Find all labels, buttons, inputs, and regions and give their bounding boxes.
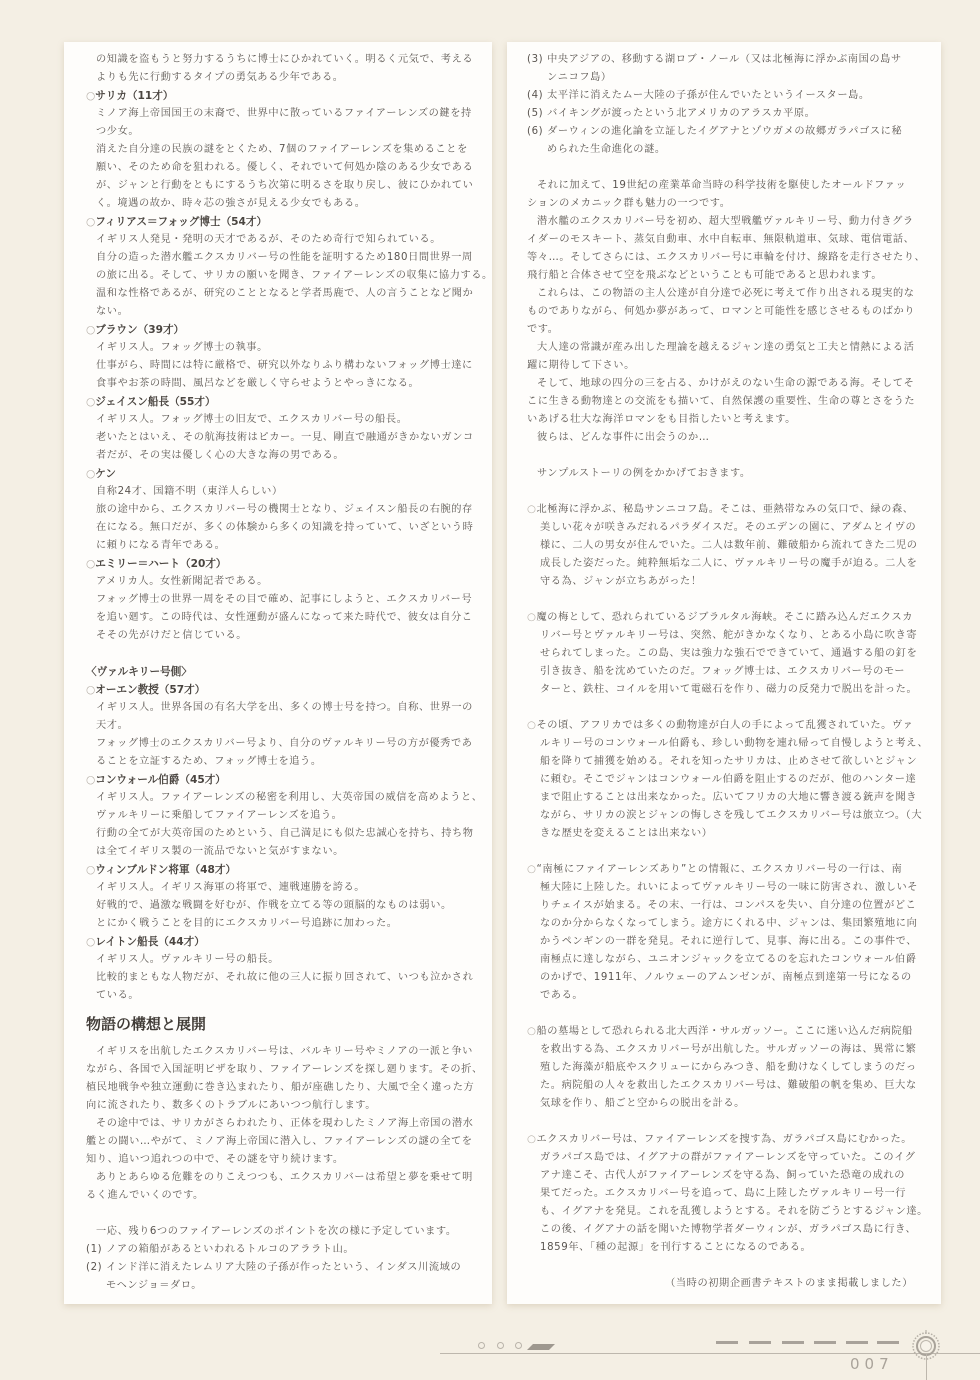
- sample-story-text: を救出する為、エクスカリバー号が出航した。サルガッソーの海は、異常に繁: [540, 1044, 917, 1055]
- sample-story: [527, 1023, 921, 1113]
- sample-story-line: [527, 627, 921, 645]
- points-intro: 一応、残り6つのファイアーレンズのポイントを次の様に予定しています。: [96, 1226, 457, 1237]
- footer-dash: [877, 1341, 899, 1344]
- footer-dash: [749, 1341, 771, 1344]
- character-description-line: 老いたとはいえ、その航海技術はピカー。一見、剛直で融通がきかないガンコ: [96, 432, 474, 443]
- sample-story-text: エクスカリバー号は、ファイアーレンズを捜す為、ガラパゴス島にむかった。: [536, 1134, 913, 1145]
- character-heading: [86, 465, 470, 483]
- bullet-circle-icon: ○: [527, 1026, 537, 1037]
- point-text: められた生命進化の謎。: [547, 144, 666, 155]
- sample-story-line: [527, 933, 921, 951]
- bullet-circle-icon: ○: [86, 468, 96, 480]
- character-description-line: イギリス人。イギリス海軍の将軍で、連戦連勝を誇る。: [96, 882, 366, 893]
- character-name: ブラウン（39才）: [95, 324, 185, 336]
- sample-story-line: [527, 663, 921, 681]
- sample-story-line: [527, 735, 929, 753]
- character-description-line: は全てイギリス製の一流品でないと気がすまない。: [96, 846, 344, 857]
- footer-dash: [814, 1341, 836, 1344]
- sample-story-text: りチェイスが始まる。その末、一行は、コンパスを失い、自分達の位置がどこ: [540, 900, 917, 911]
- spacer: [527, 447, 921, 465]
- character-description-line: 消えた自分達の民族の謎をとくため、7個のファイアーレンズを集めることを: [96, 144, 468, 155]
- sample-story-text: 船を降りて捕獲を始める。それを知ったサリカは、止めさせて欲しいとジャン: [540, 756, 918, 767]
- spacer: [527, 483, 921, 501]
- character-description-line: イギリス人。フォッグ博士の旧友で、エクスカリバー号の船長。: [96, 414, 408, 425]
- bullet-circle-icon: ○: [86, 558, 96, 570]
- point-list-item: [527, 123, 921, 159]
- character-heading: [86, 555, 470, 573]
- point-list-item: [527, 51, 921, 87]
- sample-story: [527, 861, 921, 1005]
- body-paragraph-line: 飛行船と合体させて空を飛ぶなどということも可能であると思われます。: [527, 270, 883, 281]
- character-description-line: イギリス人。世界各国の有名大学を出、多くの博士号を持つ。自称、世界一の: [96, 702, 473, 713]
- sample-story-text: た。病院船の人々を救出したエクスカリバー号は、難破船の帆を集め、巨大な: [540, 1080, 917, 1091]
- sample-story-text: のかげで、1911年、ノルウェーのアムンゼンが、南極点到達第一号になるの: [540, 972, 912, 983]
- sample-story-line: [527, 1239, 921, 1257]
- point-line: [527, 69, 921, 87]
- sample-story-line: [527, 519, 921, 537]
- sample-story: [527, 609, 921, 699]
- character-name: エミリー＝ハート（20才）: [95, 558, 227, 570]
- footer-dash: [846, 1341, 868, 1344]
- character-description-line: を追い廻す。この時代は、女性運動が盛んになって来た時代で、彼女は自分こ: [96, 612, 473, 623]
- body-paragraph-line: 躍に期待して下さい。: [527, 360, 635, 371]
- body-paragraph-line: それに加えて、19世紀の産業革命当時の科学技術を駆使したオールドファッ: [537, 180, 907, 191]
- bullet-circle-icon: ○: [86, 936, 96, 948]
- sample-story-line: [527, 987, 921, 1005]
- character-heading: [86, 681, 470, 699]
- sample-story-line: [527, 717, 921, 735]
- sample-story-text: 果てだった。エクスカリバー号を追って、島に上陸したヴァルキリー号一行: [540, 1188, 907, 1199]
- point-list-item: [86, 1259, 470, 1295]
- sample-story: [527, 1131, 928, 1257]
- sample-story-text: ターと、鉄柱、コイルを用いて電磁石を作り、磁力の反発力で脱出を計った。: [540, 684, 918, 695]
- spacer: [86, 645, 470, 663]
- source-credit: （当時の初期企画書テキストのまま掲載しました）: [665, 1278, 913, 1289]
- sample-story-line: [527, 1095, 921, 1113]
- point-text: 中央アジアの、移動する湖ロブ・ノール（又は北極海に浮かぶ南国の島サ: [547, 54, 902, 65]
- sample-story-text: も、イグアナを発見。これを乱獲しようとする。それを防ごうとするジャン達。: [540, 1206, 928, 1217]
- sample-story-line: [527, 915, 921, 933]
- page-footer: [440, 1300, 980, 1380]
- sample-story-text: に頼む。そこでジャンはコンウォール伯爵を阻止するのだが、他のハンター達: [540, 774, 917, 785]
- point-text: ダーウィンの進化論を立証したイグアナとゾウガメの故郷ガラパゴスに秘: [547, 126, 903, 137]
- point-list-item: [527, 87, 921, 105]
- character-description-line: 天才。: [96, 720, 129, 731]
- body-paragraph-line: これらは、この物語の主人公達が自分達で必死に考えて作り出される現実的な: [537, 288, 915, 299]
- sample-story-text: この後、イグアナの話を聞いた博物学者ダーウィンが、ガラパゴス島に行き、: [540, 1224, 917, 1235]
- sample-story-text: “南極にファイアーレンズあり”との情報に、エクスカリバー号の一行は、南: [536, 864, 903, 875]
- sample-story-line: [527, 573, 921, 591]
- character-description-line: 在になる。無口だが、多くの体験から多くの知識を持っていて、いざという時: [96, 522, 474, 533]
- story-paragraph-line: ながら、各国で入国証明ビザを取り、ファイアーレンズを探し廻ります。その折、: [86, 1064, 483, 1075]
- sample-story-text: きな歴史を変えることは出来ない）: [540, 828, 713, 839]
- point-line: [527, 105, 921, 123]
- point-list-item: [86, 1241, 470, 1259]
- character-description-line: 自称24才、国籍不明（東洋人らしい）: [96, 486, 283, 497]
- sample-story-intro: サンプルストーリの例をかかげておきます。: [537, 468, 751, 479]
- sample-story: [527, 717, 929, 843]
- sample-story-text: リバー号とヴァルキリー号は、突然、舵がきかなくなり、とある小島に吹き寄: [540, 630, 918, 641]
- point-line: [86, 1259, 470, 1277]
- character-description-line: の旅に出る。そして、サリカの願いを聞き、ファイアーレンズの収集に協力する。: [96, 270, 493, 281]
- character-description-line: フォッグ博士のエクスカリバー号より、自分のヴァルキリー号の方が優秀であ: [96, 738, 473, 749]
- body-paragraph-line: 等々…。そしてさらには、エクスカリバー号に車輪を付け、線路を走行させたり、: [527, 252, 926, 263]
- sample-story-line: [527, 501, 921, 519]
- spacer: [86, 1205, 470, 1223]
- sample-story-text: 極大陸に上陸した。れいによってヴァルキリー号の一味に防害され、激しいそ: [540, 882, 919, 893]
- sample-story-text: アナ達こそ、古代人がファイアーレンズを守る為、飼っていた恐竜の成れの: [540, 1170, 905, 1181]
- character-description-line: く。境遇の故か、時々芯の強さが見える少女でもある。: [96, 198, 366, 209]
- character-heading: [86, 213, 470, 231]
- bullet-circle-icon: ○: [86, 774, 96, 786]
- sample-story-line: [527, 681, 921, 699]
- sample-story-line: [527, 807, 921, 825]
- sample-story-line: [527, 1185, 921, 1203]
- point-line: [527, 141, 921, 159]
- body-paragraph-line: いあげる壮大な海洋ロマンをも目指したいと考えます。: [527, 414, 796, 425]
- bullet-circle-icon: ○: [86, 324, 96, 336]
- bullet-circle-icon: ○: [527, 1134, 537, 1145]
- character-heading: [86, 393, 470, 411]
- character-description-line: つ少女。: [96, 126, 140, 137]
- point-text: モヘンジョ＝ダロ。: [106, 1280, 203, 1291]
- sample-story-text: せられてしまった。この島、実は強力な強石でできていて、通過する船の釘を: [540, 648, 918, 659]
- body-text-line: よりも先に行動するタイプの勇気ある少年である。: [96, 72, 344, 83]
- page-number: 007: [850, 1355, 894, 1373]
- character-description-line: イギリス人。フォッグ博士の執事。: [96, 342, 268, 353]
- sample-story-line: [527, 789, 921, 807]
- character-description-line: アメリカ人。女性新聞記者である。: [96, 576, 268, 587]
- story-paragraph-line: 植民地戦争や独立運動に巻き込まれたり、船が座礁したり、大風で全く違った方: [86, 1082, 475, 1093]
- character-description-line: 食事やお茶の時間、風呂などを厳しく守らせようとやっきになる。: [96, 378, 420, 389]
- sample-story-text: ルキリー号のコンウォール伯爵も、珍しい動物を連れ帰って自慢しようと考え、: [540, 738, 929, 749]
- body-paragraph-line: ものでありながら、何処か夢があって、ロマンと可能性を感じさせるものばかり: [527, 306, 916, 317]
- sample-story-text: ながら、サリカの涙とジャンの悔しさを残してエクスカリバー号は旅立つ。（大: [540, 810, 923, 821]
- bullet-circle-icon: ○: [527, 864, 537, 875]
- right-text-panel: [507, 42, 941, 1304]
- character-heading: [86, 87, 470, 105]
- story-paragraph-line: るく進んでいくのです。: [86, 1190, 204, 1201]
- point-text: ンニコフ島）: [547, 72, 612, 83]
- character-name: オーエン教授（57才）: [95, 684, 206, 696]
- sample-story-text: 南極点に達しながら、ユニオンジャックを立てるのを忘れたコンウォール伯爵: [540, 954, 917, 965]
- sample-story-line: [527, 825, 921, 843]
- story-paragraph-line: 向に流されたり、数多くのトラブルにあいつつ航行します。: [86, 1100, 377, 1111]
- sample-story-line: [527, 609, 921, 627]
- point-line: [527, 51, 921, 69]
- story-paragraph-line: イギリスを出航したエクスカリバー号は、バルキリー号やミノアの一派と争い: [96, 1046, 473, 1057]
- footer-slash-ornament: [527, 1344, 555, 1350]
- sample-story-line: [527, 1023, 921, 1041]
- body-paragraph-line: 潜水艦のエクスカリバー号を初め、超大型戦艦ヴァルキリー号、動力付きグラ: [537, 216, 914, 227]
- section-title: 物語の構想と展開: [86, 1015, 207, 1033]
- sample-story-line: [527, 1203, 928, 1221]
- point-number: (3): [527, 54, 544, 65]
- sample-story-line: [527, 1221, 921, 1239]
- character-description-line: とにかく戦うことを目的にエクスカリバー号追跡に加わった。: [96, 918, 398, 929]
- character-description-line: が、ジャンと行動をともにするうち次第に明るさを取り戻し、彼にひかれてい: [96, 180, 474, 191]
- sample-story-line: [527, 951, 921, 969]
- bullet-circle-icon: ○: [86, 864, 96, 876]
- sample-story-line: [527, 645, 921, 663]
- faction-heading: 〈ヴァルキリー号側〉: [86, 666, 192, 678]
- sample-story-text: かうペンギンの一群を発見。それに逆行して、見事、海に出る。この事件で、: [540, 936, 918, 947]
- sample-story-text: 船の墓場として恐れられる北大西洋・サルガッソー。ここに迷い込んだ病院船: [536, 1026, 913, 1037]
- footer-dash: [782, 1341, 804, 1344]
- point-text: ノアの箱船があるといわれるトルコのアララト山。: [106, 1244, 355, 1255]
- body-paragraph-line: です。: [527, 324, 559, 335]
- sample-story-text: 様に、二人の男女が住んでいた。二人は数年前、難破船から流れてきた二児の: [540, 540, 918, 551]
- character-name: ジェイスン船長（55才）: [95, 396, 216, 408]
- footer-dot-icon: [497, 1342, 504, 1349]
- sample-story-text: 美しい花々が咲きみだれるパラダイスだ。そのエデンの園に、アダムとイヴの: [540, 522, 917, 533]
- story-paragraph-line: 艦との闘い…やがて、ミノア海上帝国に潜入し、ファイアーレンズの謎の全てを: [86, 1136, 473, 1147]
- sample-story-text: その頃、アフリカでは多くの動物達が白人の手によって乱獲されていた。ヴァ: [536, 720, 914, 731]
- body-paragraph-line: そして、地球の四分の三を占る、かけがえのない生命の源である海。そしてそ: [537, 378, 915, 389]
- sample-story-line: [527, 1131, 921, 1149]
- character-description-line: 者だが、その実は優しく心の大きな海の男である。: [96, 450, 345, 461]
- point-line: [527, 123, 921, 141]
- sample-story-text: まで阻止することは出来なかった。広いてフリカの大地に響き渡る銃声を聞き: [540, 792, 918, 803]
- body-text-line: の知識を盗もうと努力するうちに博士にひかれていく。明るく元気で、考える: [96, 54, 474, 65]
- character-name: サリカ（11才）: [95, 90, 174, 102]
- bullet-circle-icon: ○: [86, 396, 96, 408]
- character-description-line: 好戦的で、過激な戦闘を好むが、作戦を立てる等の頭脳的なものは弱い。: [96, 900, 452, 911]
- body-paragraph-line: 彼らは、どんな事件に出会うのか…: [537, 432, 710, 443]
- point-line: [86, 1241, 470, 1259]
- character-heading: [86, 321, 470, 339]
- character-description-line: ない。: [96, 306, 129, 317]
- point-text: 太平洋に消えたムー大陸の子孫が住んでいたというイースター島。: [547, 90, 870, 101]
- character-name: コンウォール伯爵（45才）: [95, 774, 226, 786]
- sample-story-text: 守る為、ジャンが立ちあがった！: [540, 576, 702, 587]
- bullet-circle-icon: ○: [86, 216, 96, 228]
- sample-story-text: 1859年、「種の起源」を刊行することになるのである。: [540, 1242, 812, 1253]
- sample-story-text: ガラパゴス島では、イグアナの群がファイアーレンズを守っていた。このイグ: [540, 1152, 916, 1163]
- character-description-line: イギリス人。ファイアーレンズの秘密を利用し、大英帝国の威信を高めようと、: [96, 792, 483, 803]
- point-line: [86, 1277, 470, 1295]
- point-text: バイキングが渡ったという北アメリカのアラスカ平原。: [547, 108, 816, 119]
- character-name: レイトン船長（44才）: [95, 936, 205, 948]
- point-number: (6): [527, 126, 544, 137]
- sample-story-line: [527, 771, 921, 789]
- sample-story-text: なのか分からなくなってしまう。途方にくれる中、ジャンは、集団繁殖地に向: [540, 918, 918, 929]
- character-description-line: ミノア海上帝国国王の末裔で、世界中に散っているファイアーレンズの鍵を持: [96, 108, 472, 119]
- character-description-line: ることを立証するため、フォッグ博士を追う。: [96, 756, 322, 767]
- sample-story-line: [527, 1149, 921, 1167]
- story-paragraph-line: その途中では、サリカがさらわれたり、正体を現わしたミノア海上帝国の潜水: [96, 1118, 474, 1129]
- sample-story-text: 引き抜き、船を沈めていたのだ。フォッグ博士は、エクスカリバー号のモー: [540, 666, 906, 677]
- bullet-circle-icon: ○: [527, 720, 537, 731]
- body-paragraph-line: イダーのモスキート、蒸気自動車、水中自転車、無限軌道車、気球、電信電話、: [527, 234, 915, 245]
- point-list-item: [527, 105, 921, 123]
- sample-story-line: [527, 537, 921, 555]
- sample-story-line: [527, 753, 921, 771]
- spacer: [527, 159, 921, 177]
- left-text-panel: [64, 42, 492, 1304]
- sample-story-text: 北極海に浮かぶ、秘島サンニコフ島。そこは、亜熱帯なみの気口で、緑の森、: [536, 504, 914, 515]
- story-paragraph-line: ありとあらゆる危難をのりこえつつも、エクスカリバーは希望と夢を乗せて明: [96, 1172, 473, 1183]
- sample-story-line: [527, 861, 921, 879]
- point-line: [527, 87, 921, 105]
- body-paragraph-line: ションのメカニック群も魅力の一つです。: [527, 198, 731, 209]
- sample-story: [527, 501, 921, 591]
- body-paragraph-line: こに生きる動物達との交流をも描いて、自然保護の重要性、生命の尊とさをうた: [527, 396, 916, 407]
- character-description-line: 温和な性格であるが、研究のこととなると学者馬鹿で、人の言うことなど聞か: [96, 288, 474, 299]
- sample-story-line: [527, 897, 921, 915]
- character-description-line: そその先がけだと信じている。: [96, 630, 248, 641]
- point-number: (2): [86, 1262, 103, 1273]
- footer-rule: [440, 1353, 980, 1354]
- character-heading: [86, 861, 470, 879]
- bullet-circle-icon: ○: [527, 612, 537, 623]
- character-description-line: 比較的まともな人物だが、それ故に他の三人に振り回されて、いつも泣かされ: [96, 972, 474, 983]
- sample-story-text: 成長した姿だった。純粋無垢な二人に、ヴァルキリー号の魔手が迫る。二人を: [540, 558, 918, 569]
- sample-story-line: [527, 1167, 921, 1185]
- character-description-line: ヴァルキリーに乗船してファイアーレンズを追う。: [96, 810, 343, 821]
- character-description-line: イギリス人発見・発明の天才であるが、そのため奇行で知られている。: [96, 234, 441, 245]
- character-description-line: 願い、そのため命を狙われる。優しく、それでいて何処か陰のある少女である: [96, 162, 474, 173]
- sample-story-line: [527, 1059, 921, 1077]
- sample-story-line: [527, 1041, 921, 1059]
- sample-story-text: である。: [540, 990, 584, 1001]
- character-description-line: 旅の途中から、エクスカリバー号の機関士となり、ジェイスン船長の右腕的存: [96, 504, 473, 515]
- point-number: (5): [527, 108, 544, 119]
- footer-dash: [716, 1341, 738, 1344]
- character-name: ウィンブルドン将軍（48才）: [95, 864, 237, 876]
- sample-story-text: 殖した海藻が船底やスクリューにからみつき、船を動けなくしてしまうのだっ: [540, 1062, 917, 1073]
- bullet-circle-icon: ○: [86, 90, 96, 102]
- point-number: (1): [86, 1244, 103, 1255]
- character-name: ケン: [95, 468, 116, 480]
- sample-story-text: 魔の梅として、恐れられているジブラルタル海峡。そこに踏み込んだエクスカ: [536, 612, 914, 623]
- character-description-line: 自分の造った潜水艦エクスカリバー号の性能を証明するため180日間世界一周: [96, 252, 473, 263]
- character-heading: [86, 771, 470, 789]
- bullet-circle-icon: ○: [86, 684, 96, 696]
- character-description-line: フォッグ博士の世界一周をその目で確め、記事にしようと、エクスカリバー号: [96, 594, 473, 605]
- point-number: (4): [527, 90, 544, 101]
- character-heading: [86, 933, 470, 951]
- character-description-line: 仕事がら、時間には特に厳格で、研究以外なりふり構わないフォッグ博士達に: [96, 360, 473, 371]
- footer-dot-icon: [478, 1342, 485, 1349]
- story-paragraph-line: 知り、追いつ追れつの中で、その謎を守り続けます。: [86, 1154, 344, 1165]
- point-text: インド洋に消えたレムリア大陸の子孫が作ったという、インダス川流域の: [106, 1262, 462, 1273]
- body-paragraph-line: 大人達の常識が産み出した理論を越えるジャン達の勇気と工夫と情熱による活: [537, 342, 915, 353]
- character-description-line: ている。: [96, 990, 140, 1001]
- bullet-circle-icon: ○: [527, 504, 537, 515]
- sample-story-line: [527, 1077, 921, 1095]
- footer-dot-icon: [515, 1342, 522, 1349]
- character-description-line: 行動の全てが大英帝国のためという、自己満足にも似た忠誠心を持ち、持ち物: [96, 828, 474, 839]
- sample-story-line: [527, 555, 921, 573]
- sample-story-text: 気球を作り、船ごと空からの脱出を計る。: [540, 1098, 745, 1109]
- character-description-line: イギリス人。ヴァルキリー号の船長。: [96, 954, 280, 965]
- sample-story-line: [527, 879, 921, 897]
- character-description-line: に頼りになる青年である。: [96, 540, 226, 551]
- sample-story-line: [527, 969, 921, 987]
- character-name: フィリアス＝フォッグ博士（54才）: [95, 216, 268, 228]
- footer-vertical-rule: [926, 1354, 927, 1380]
